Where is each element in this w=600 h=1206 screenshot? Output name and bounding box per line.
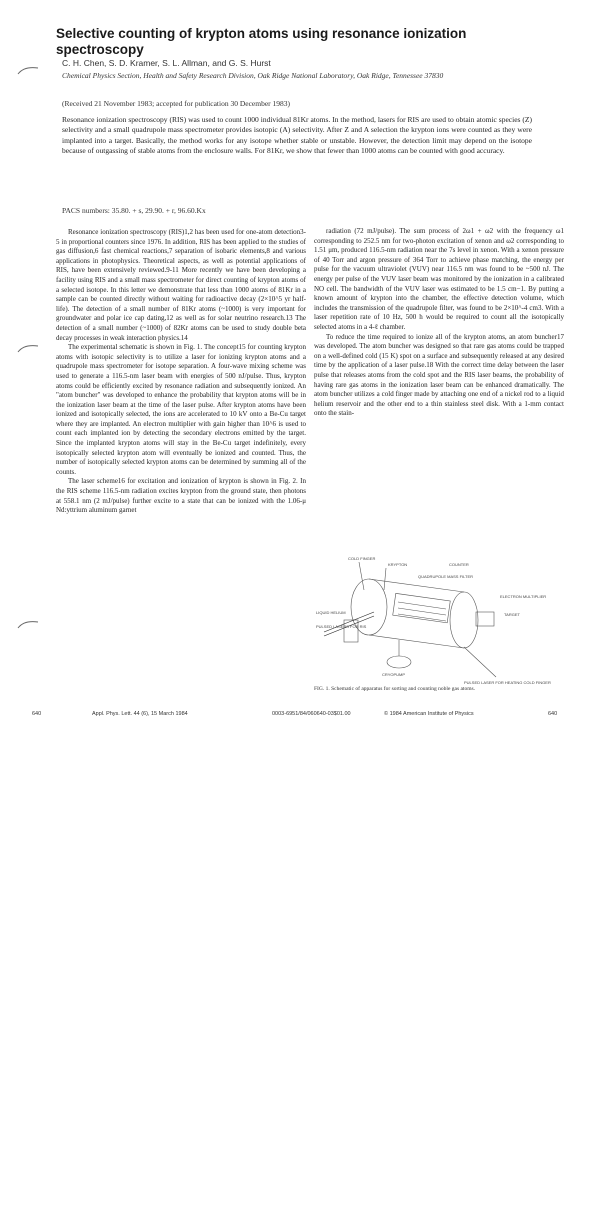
label-pulsed-lasers: PULSED LASERS FOR RIS xyxy=(316,624,367,629)
label-quadrupole: QUADRUPOLE MASS FILTER xyxy=(418,574,474,579)
paragraph: The laser scheme16 for excitation and ionization of krypton is shown in Fig. 2. In the RIS scheme 116.5-nm radiation excites krypton from the ground state, then photons at 558.1 nm (2 mJ/pulse) further excite to a state that can be ionized with the 1.06-μ Nd:yttrium aluminum garnet xyxy=(56,477,306,515)
left-column xyxy=(56,228,306,516)
label-cold-finger: COLD FINGER xyxy=(348,556,376,561)
laser-beam xyxy=(324,612,374,632)
label-liquid-helium: LIQUID HELIUM xyxy=(316,610,346,615)
electron-multiplier-shape xyxy=(476,612,494,626)
figure-caption: FIG. 1. Schematic of apparatus for sorting and counting noble gas atoms. xyxy=(314,686,475,692)
abstract: Resonance ionization spectroscopy (RIS) was used to count 1000 individual 81Kr atoms. In the method, lasers for RIS are used to obtain atomic species (Z) selectivity and a small quadrupole mass spectrometer provides isotopic (A) selectivity. After Z and A selection the krypton ions were counted as they were implanted into a target. Basically, the method works for any isotope whether stable or unstable. However, the detection limit may depend on the isotope because of outgassing of stable atoms from the enclosure walls. For 81Kr, we show that fewer than 1000 atoms can be counted with good accuracy. xyxy=(62,115,532,156)
label-target: TARGET xyxy=(504,612,520,617)
chamber-far-end xyxy=(450,592,478,648)
page-number-left: 640 xyxy=(32,711,42,717)
page-number-right: 640 xyxy=(548,711,558,717)
paragraph: The experimental schematic is shown in Fig. 1. The concept15 for counting krypton atoms with isotopic selectivity is to utilize a laser for ionizing krypton atoms and a quadrupole mass spectrometer for isotope separation. A four-wave mixing scheme was used to generate a 116.5-nm laser beam with energies of 500 nJ/pulse. Thus, krypton atoms could be efficiently excited by resonance radiation and subsequently ionized. An "atom buncher" was developed to enhance the probability that krypton atoms will be in the ionization laser beam at the time of the laser pulse. After krypton atoms have been ionized and isotopically selected, the ions are accelerated to 10 kV onto a Be-Cu target where they are implanted. An electron multiplier with gain higher than 10^6 is used to count each implanted ion by detecting the secondary electrons emitted by the target. Since the implanted krypton atoms will stay in the Be-Cu target indefinitely, every isotopically selected krypton atom will eventually be ionized and counted. Thus, the number of isotopically selected krypton atoms can be determined by summing all of the counts. xyxy=(56,343,306,476)
received-date: (Received 21 November 1983; accepted for publication 30 December 1983) xyxy=(62,99,291,108)
right-column xyxy=(314,227,564,419)
heating-laser-line xyxy=(464,647,496,677)
author-list: C. H. Chen, S. D. Kramer, S. L. Allman, and G. S. Hurst xyxy=(62,58,271,68)
apparatus-drawing xyxy=(324,562,496,677)
cold-finger-rod xyxy=(359,562,364,590)
paragraph: Resonance ionization spectroscopy (RIS)1,2 has been used for one-atom detection3-5 in proportional counters since 1976. In addition, RIS has been applied to the studies of gas diffusion,6 fast chemical reactions,7 separation of isobaric elements,8 and various applications in photophysics. Theoretical aspects, as well as potential applications of RIS, have been extensively reviewed.9-11 More recently we have been developing a facility using RIS and a small mass spectrometer for direct counting of krypton atoms of a selected isotope. In this letter we demonstrate that less than 1000 atoms of 81Kr in a sample can be counted directly without waiting for radioactive decay (2×10^5 yr half-life). The detection of a small number of 81Kr atoms (~1000) is very important for groundwater and polar ice cap dating,12 as well as for solar neutrino research.13 The detection of a small number (~1000) of 82Kr atoms can be used to study double beta decay processes in weak interaction physics.14 xyxy=(56,228,306,342)
scan-mark xyxy=(16,618,40,630)
pacs-numbers: PACS numbers: 35.80. + s, 29.90. + r, 96.60.Kx xyxy=(62,206,206,215)
scan-mark xyxy=(16,64,40,76)
scan-mark xyxy=(16,342,40,354)
cryopump-shape xyxy=(387,656,411,668)
label-cryopump: CRYOPUMP xyxy=(382,672,406,677)
label-electron-multiplier: ELECTRON MULTIPLIER xyxy=(500,594,547,599)
label-counter: COUNTER xyxy=(449,562,469,567)
paragraph: To reduce the time required to ionize all of the krypton atoms, an atom buncher17 was developed. The atom buncher was designed so that rare gas atoms could be trapped on a well-defined cold (15 K) spot on a surface and subsequently released at any desired time by the application of a laser pulse.18 With the correct time delay between the laser pulse that releases atoms from the cold spot and the RIS laser beams, the probability of having rare gas atoms in the ionization laser beam can be enhanced dramatically. The atom buncher utilizes a cold finger made by attaching one end of a nickel rod to a liquid helium reservoir and the other end to a thin stainless steel disk. With a 1-mm contact onto the stain- xyxy=(314,332,564,418)
affiliation: Chemical Physics Section, Health and Safety Research Division, Oak Ridge National Laboratory, Oak Ridge, Tennessee 37830 xyxy=(62,71,444,80)
figure-apparatus xyxy=(314,552,564,692)
label-krypton: KRYPTON xyxy=(388,562,408,567)
article-code: 0003-6951/84/060640-03$01.00 xyxy=(272,711,351,717)
label-heating-laser: PULSED LASER FOR HEATING COLD FINGER xyxy=(464,680,551,685)
copyright: © 1984 American Institute of Physics xyxy=(384,711,474,717)
paper-title: Selective counting of krypton atoms using resonance ionization spectroscopy xyxy=(56,26,467,57)
paragraph: radiation (72 mJ/pulse). The sum process of 2ω1 + ω2 with the frequency ω1 corresponding to 252.5 nm for two-photon excitation of xenon and ω2 corresponding to 1.51 μm, produced 116.5-nm radiation near the 7s level in xenon. With a xenon pressure of 40 Torr and argon pressure of 364 Torr to achieve phase matching, the energy per pulse for the vacuum ultraviolet (VUV) near 116.5 nm was found to be ~500 nJ. The energy per pulse of the VUV laser beam was monitored by the ionization in a calibrated NO cell. The bandwidth of the VUV laser was estimated to be 1.5 cm−1. By putting a known amount of krypton into the chamber, the effective detection volume, which includes the transmission of the quadrupole filter, was found to be 2×10^-4 cm3. With a laser repetition rate of 10 Hz, 500 h would be required to count all the isotopically selected atoms in a 4-ℓ chamber. xyxy=(314,227,564,331)
journal-citation: Appl. Phys. Lett. 44 (6), 15 March 1984 xyxy=(92,711,188,717)
